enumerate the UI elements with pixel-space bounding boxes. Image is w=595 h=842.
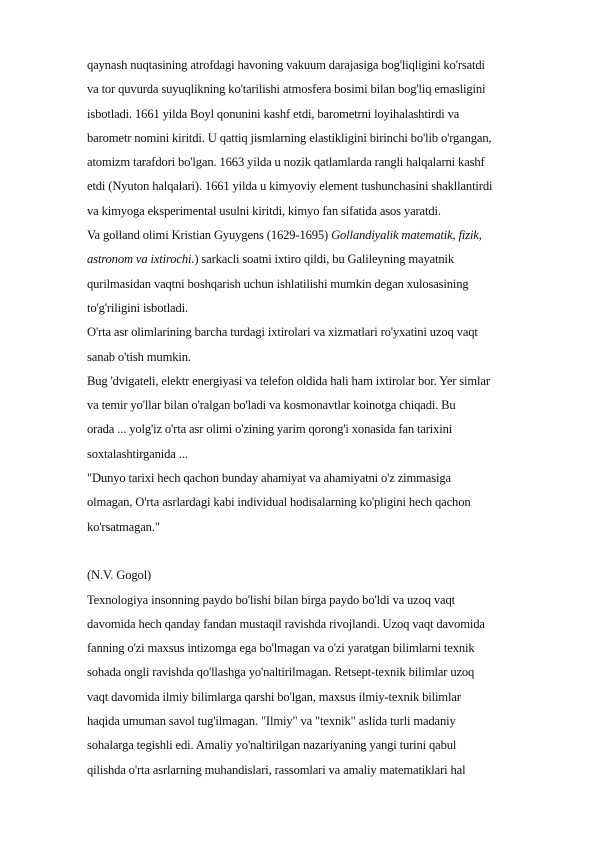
text-line: qilishda o'rta asrlarning muhandislari, rassomlari va amaliy matematiklari hal [87,762,466,777]
text-line: qaynash nuqtasining atrofdagi havoning vakuum darajasiga bog'liqligini ko'rsatdi [87,58,485,72]
huygens-prefix: Va golland olimi Kristian Gyuygens (1629-1695) [87,228,332,243]
text-line: va temir yo'llar bilan o'ralgan bo'ladi va kosmonavtlar koinotga chiqadi. Bu [87,398,456,413]
text-line: barometr nomini kiritdi. U qattiq jismlarning elastikligini birinchi bo'lib o'rgangan, [87,130,492,145]
quote-line: "Dunyo tarixi hech qachon bunday ahamiyat va ahamiyatni o'z zimmasiga [87,471,451,486]
huygens-note-italic: Gollandiyalik matematik, fizik, [331,228,482,243]
text-line: haqida umuman savol tug'ilmagan. "Ilmiy" va "texnik" aslida turli madaniy [87,714,456,729]
text-line: atomizm tarafdori bo'lgan. 1663 yilda u nozik qatlamlarda rangli halqalarni kashf [87,155,485,170]
text-line: davomida hech qanday fandan mustaqil ravishda rivojlandi. Uzoq vaqt davomida [87,616,485,631]
text-line: fanning o'zi maxsus intizomga ega bo'lmagan va o'zi yaratgan bilimlarni texnik [87,641,475,656]
text-line: va kimyoga eksperimental usulni kiritdi, kimyo fan sifatida asos yaratdi. [87,203,441,218]
text-line: etdi (Nyuton halqalari). 1661 yilda u kimyoviy element tushunchasini shakllantirdi [87,179,493,194]
text-line: sohalarga tegishli edi. Amaliy yo'naltirilgan nazariyaning yangi turini qabul [87,738,457,753]
text-line: Texnologiya insonning paydo bo'lishi bilan birga paydo bo'ldi va uzoq vaqt [87,592,455,607]
quote-line: olmagan, O'rta asrlardagi kabi individual hodisalarning ko'pligini hech qachon [87,495,471,510]
text-line: sanab o'tish mumkin. [87,349,191,364]
paragraph-gap [87,539,557,563]
text-line: orada ... yolg'iz o'rta asr olimi o'zining yarim qorong'i xonasida fan tarixini [87,422,453,437]
text-line: vaqt davomida ilmiy bilimlarga qarshi bo'lgan, maxsus ilmiy-texnik bilimlar [87,689,461,704]
quote-line: ko'rsatmagan." [87,519,160,534]
text-line: sohada ongli ravishda qo'llashga yo'naltirilmagan. Retsept-texnik bilimlar uzoq [87,665,475,680]
text-line: qurilmasidan vaqtni boshqarish uchun ishlatilishi mumkin degan xulosasining [87,276,469,291]
quote-attribution: (N.V. Gogol) [87,568,152,583]
text-line: Bug 'dvigateli, elektr energiyasi va telefon oldida hali ham ixtirolar bor. Yer simlar [87,373,490,388]
text-line: isbotladi. 1661 yilda Boyl qonunini kashf etdi, barometrni loyihalashtirdi va [87,106,460,121]
text-line: soxtalashtirganida ... [87,446,188,461]
body-text [87,53,557,782]
huygens-line [87,223,557,247]
text-line: O'rta asr olimlarining barcha turdagi ixtirolari va xizmatlari ro'yxatini uzoq vaqt [87,325,478,340]
text-line: va tor quvurda suyuqlikning ko'tarilishi atmosfera bosimi bilan bog'liq emasligini [87,82,486,97]
huygens-note-italic: astronom va ixtirochi. [87,252,195,267]
huygens-suffix: ) sarkacli soatni ixtiro qildi, bu Galileyning mayatnik [194,252,455,267]
huygens-line [87,247,557,271]
text-line: to'g'riligini isbotladi. [87,300,188,315]
